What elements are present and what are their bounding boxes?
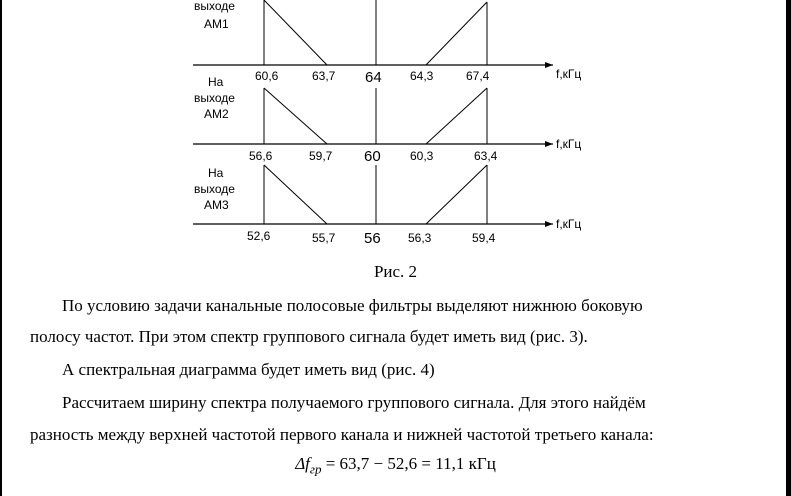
upper-sideband-slope: [426, 165, 487, 224]
lower-sideband-slope: [264, 88, 327, 144]
lower-sideband-slope: [264, 165, 327, 224]
row-label-line: АМ1: [204, 17, 229, 31]
spectrum-row-am1: [193, 0, 581, 86]
formula-lhs-subscript: гр: [309, 461, 322, 477]
paragraph-line: По условию задачи канальные полосовые фильтры выделяют нижнюю боковую: [62, 296, 643, 315]
row-label-line: На: [208, 166, 224, 180]
upper-sideband-slope: [426, 88, 487, 144]
tick-label: 55,7: [312, 231, 336, 245]
carrier-label: 60: [364, 148, 381, 165]
tick-label: 59,4: [472, 231, 496, 245]
row-label-line: выходе: [194, 0, 235, 13]
tick-label: 60,3: [410, 149, 434, 163]
row-label-line: выходе: [194, 91, 235, 105]
tick-label: 63,4: [474, 149, 498, 163]
carrier-label: 64: [365, 69, 382, 86]
tick-label: 67,4: [466, 69, 490, 83]
axis-arrow-icon: [545, 62, 553, 68]
lower-sideband-slope: [264, 0, 327, 65]
tick-label: 56,6: [249, 149, 273, 163]
tick-label: 64,3: [410, 69, 434, 83]
upper-sideband-slope: [426, 2, 487, 65]
row-label-line: АМ2: [204, 107, 229, 121]
paragraph-line: разность между верхней частотой первого канала и нижней частотой третьего канала:: [30, 425, 654, 444]
row-label-line: АМ3: [204, 198, 229, 212]
axis-arrow-icon: [545, 221, 553, 227]
tick-label: 63,7: [312, 69, 336, 83]
tick-label: 56,3: [408, 231, 432, 245]
axis-unit-label: f,кГц: [556, 137, 582, 151]
formula-rhs: = 63,7 − 52,6 = 11,1 кГц: [325, 454, 496, 473]
paragraph-line: полосу частот. При этом спектр группового сигнала будет иметь вид (рис. 3).: [30, 327, 588, 346]
axis-arrow-icon: [545, 141, 553, 147]
paragraph-line: Рассчитаем ширину спектра получаемого группового сигнала. Для этого найдём: [62, 393, 646, 412]
bandwidth-formula: [0, 454, 791, 477]
formula-lhs-symbol: Δf: [295, 454, 310, 473]
tick-label: 60,6: [255, 69, 279, 83]
paragraph-line: А спектральная диаграмма будет иметь вид (рис. 4): [62, 360, 435, 379]
spectrum-row-am3: [193, 165, 581, 247]
axis-unit-label: f,кГц: [556, 217, 582, 231]
axis-unit-label: f,кГц: [556, 67, 582, 81]
row-label-line: выходе: [194, 182, 235, 196]
carrier-label: 56: [364, 230, 381, 247]
spectrum-row-am2: [193, 75, 581, 165]
figure-caption: Рис. 2: [373, 262, 418, 281]
tick-label: 52,6: [247, 229, 271, 243]
row-label-line: На: [208, 75, 224, 89]
tick-label: 59,7: [309, 149, 333, 163]
